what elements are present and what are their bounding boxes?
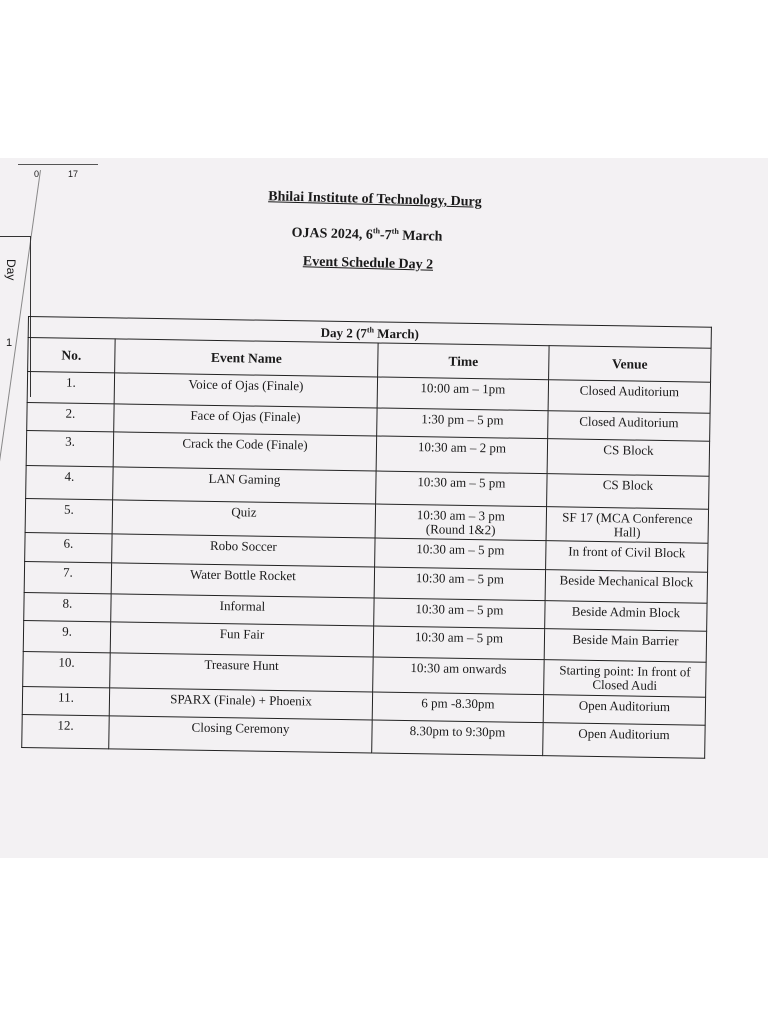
time-cell: 10:30 am – 5 pm — [375, 538, 546, 569]
event-name-cell: Fun Fair — [110, 622, 373, 657]
row-number-cell: 9. — [23, 621, 110, 653]
event-name-cell: Water Bottle Rocket — [111, 563, 374, 598]
time-cell: 10:30 am – 5 pm — [374, 567, 545, 600]
event-name-cell: Closing Ceremony — [109, 716, 372, 753]
row-number-cell: 10. — [23, 651, 111, 687]
event-name-cell: Face of Ojas (Finale) — [114, 404, 377, 437]
venue-cell: Beside Main Barrier — [544, 629, 706, 662]
event-name-cell: Treasure Hunt — [110, 653, 374, 692]
row-number-cell: 7. — [24, 561, 111, 593]
time-cell: 10:30 am – 2 pm — [376, 436, 548, 473]
event-name-cell: Robo Soccer — [112, 534, 375, 567]
event-name-cell: Crack the Code (Finale) — [113, 432, 377, 471]
row-number-cell: 2. — [27, 402, 114, 432]
time-cell: 10:30 am – 5 pm — [374, 598, 545, 629]
corner-table-fragment — [18, 164, 98, 185]
row-number-cell: 3. — [26, 431, 114, 467]
time-cell: 10:30 am – 5 pm — [373, 626, 544, 659]
venue-cell: Open Auditorium — [543, 723, 705, 758]
corner-mark-a: 0 — [34, 169, 40, 179]
row-number-cell: 5. — [25, 498, 113, 534]
time-cell: 10:30 am onwards — [373, 657, 545, 694]
side-stub-number: 1 — [6, 337, 13, 349]
event-name-cell: SPARX (Finale) + Phoenix — [109, 687, 372, 720]
table-caption: Day 2 (7th March) — [28, 317, 711, 349]
column-header-time: Time — [378, 343, 550, 380]
column-header-event: Event Name — [115, 339, 379, 377]
schedule-table — [21, 316, 712, 759]
time-cell: 10:00 am – 1pm — [377, 377, 548, 410]
event-name-cell: Quiz — [112, 500, 376, 539]
event-name-cell: Informal — [111, 593, 374, 626]
row-number-cell: 8. — [24, 592, 111, 622]
event-name-cell: Voice of Ojas (Finale) — [114, 373, 377, 408]
time-cell: 10:30 am – 3 pm (Round 1&2) — [375, 504, 547, 541]
table-body — [22, 372, 711, 759]
venue-cell: Beside Mechanical Block — [545, 570, 707, 603]
venue-cell: Beside Admin Block — [545, 600, 707, 631]
venue-cell: In front of Civil Block — [546, 541, 708, 572]
time-cell: 10:30 am – 5 pm — [376, 471, 547, 506]
row-number-cell: 11. — [22, 686, 109, 716]
side-stub-label: Day — [4, 259, 18, 281]
event-name-cell: LAN Gaming — [113, 467, 376, 504]
venue-cell: Open Auditorium — [543, 694, 705, 725]
venue-cell: Starting point: In front of Closed Audi — [544, 660, 707, 697]
row-number-cell: 1. — [27, 372, 114, 404]
venue-cell: Closed Auditorium — [548, 410, 710, 441]
column-header-no: No. — [28, 338, 116, 373]
schedule-title: Event Schedule Day 2 — [302, 254, 434, 273]
venue-cell: SF 17 (MCA Conference Hall) — [546, 506, 709, 543]
venue-cell: Closed Auditorium — [548, 380, 710, 413]
venue-cell: CS Block — [547, 439, 710, 476]
row-number-cell: 4. — [26, 465, 114, 499]
row-number-cell: 12. — [22, 715, 110, 749]
column-header-venue: Venue — [549, 346, 712, 383]
time-cell: 6 pm -8.30pm — [372, 692, 543, 723]
venue-cell: CS Block — [547, 474, 709, 509]
time-cell: 1:30 pm – 5 pm — [377, 408, 548, 439]
row-number-cell: 6. — [25, 533, 112, 563]
time-cell: 8.30pm to 9:30pm — [372, 720, 543, 755]
institute-title: Bhilai Institute of Technology, Durg — [268, 189, 482, 210]
corner-mark-b: 17 — [68, 169, 79, 179]
event-title: OJAS 2024, 6th-7th March — [291, 225, 443, 245]
